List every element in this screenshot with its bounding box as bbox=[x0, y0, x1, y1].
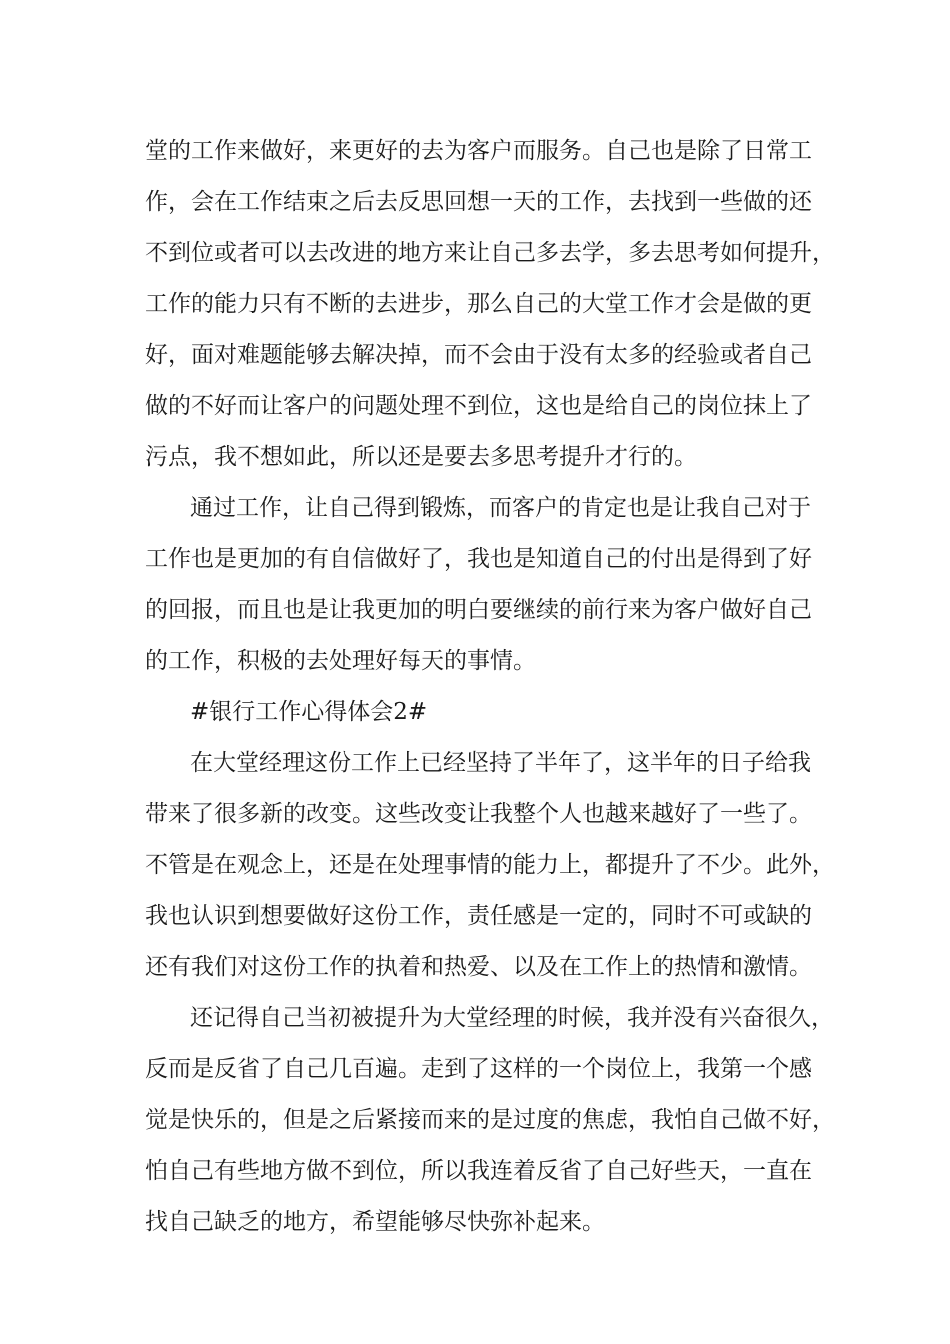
text-line: 工作的能力只有不断的去进步，那么自己的大堂工作才会是做的更 bbox=[145, 291, 812, 317]
text-line: 做的不好而让客户的问题处理不到位，这也是给自己的岗位抹上了 bbox=[145, 393, 812, 419]
text-line: 不到位或者可以去改进的地方来让自己多去学，多去思考如何提升， bbox=[145, 240, 835, 266]
text-line: 工作也是更加的有自信做好了，我也是知道自己的付出是得到了好 bbox=[145, 546, 812, 572]
paragraph-start-line: 还记得自己当初被提升为大堂经理的时候，我并没有兴奋很久， bbox=[190, 1005, 834, 1031]
text-line: 的工作，积极的去处理好每天的事情。 bbox=[145, 648, 536, 674]
text-line: 不管是在观念上，还是在处理事情的能力上，都提升了不少。此外， bbox=[145, 852, 835, 878]
text-line: 觉是快乐的，但是之后紧接而来的是过度的焦虑，我怕自己做不好， bbox=[145, 1107, 835, 1133]
text-line: 堂的工作来做好，来更好的去为客户而服务。自己也是除了日常工 bbox=[145, 138, 812, 164]
section-heading: #银行工作心得体会2# bbox=[190, 699, 428, 725]
text-line: 反而是反省了自己几百遍。走到了这样的一个岗位上，我第一个感 bbox=[145, 1056, 812, 1082]
text-line: 污点，我不想如此，所以还是要去多思考提升才行的。 bbox=[145, 444, 697, 470]
text-line: 找自己缺乏的地方，希望能够尽快弥补起来。 bbox=[145, 1209, 605, 1235]
text-line: 的回报，而且也是让我更加的明白要继续的前行来为客户做好自己 bbox=[145, 597, 812, 623]
text-line: 带来了很多新的改变。这些改变让我整个人也越来越好了一些了。 bbox=[145, 801, 812, 827]
document-body bbox=[145, 126, 835, 1248]
text-line: 我也认识到想要做好这份工作，责任感是一定的，同时不可或缺的 bbox=[145, 903, 812, 929]
paragraph-start-line: 在大堂经理这份工作上已经坚持了半年了，这半年的日子给我 bbox=[190, 750, 811, 776]
text-line: 作，会在工作结束之后去反思回想一天的工作，去找到一些做的还 bbox=[145, 189, 812, 215]
paragraph-start-line: 通过工作，让自己得到锻炼，而客户的肯定也是让我自己对于 bbox=[190, 495, 811, 521]
text-line: 好，面对难题能够去解决掉，而不会由于没有太多的经验或者自己 bbox=[145, 342, 812, 368]
text-line: 怕自己有些地方做不到位，所以我连着反省了自己好些天，一直在 bbox=[145, 1158, 812, 1184]
text-line: 还有我们对这份工作的执着和热爱、以及在工作上的热情和激情。 bbox=[145, 954, 812, 980]
